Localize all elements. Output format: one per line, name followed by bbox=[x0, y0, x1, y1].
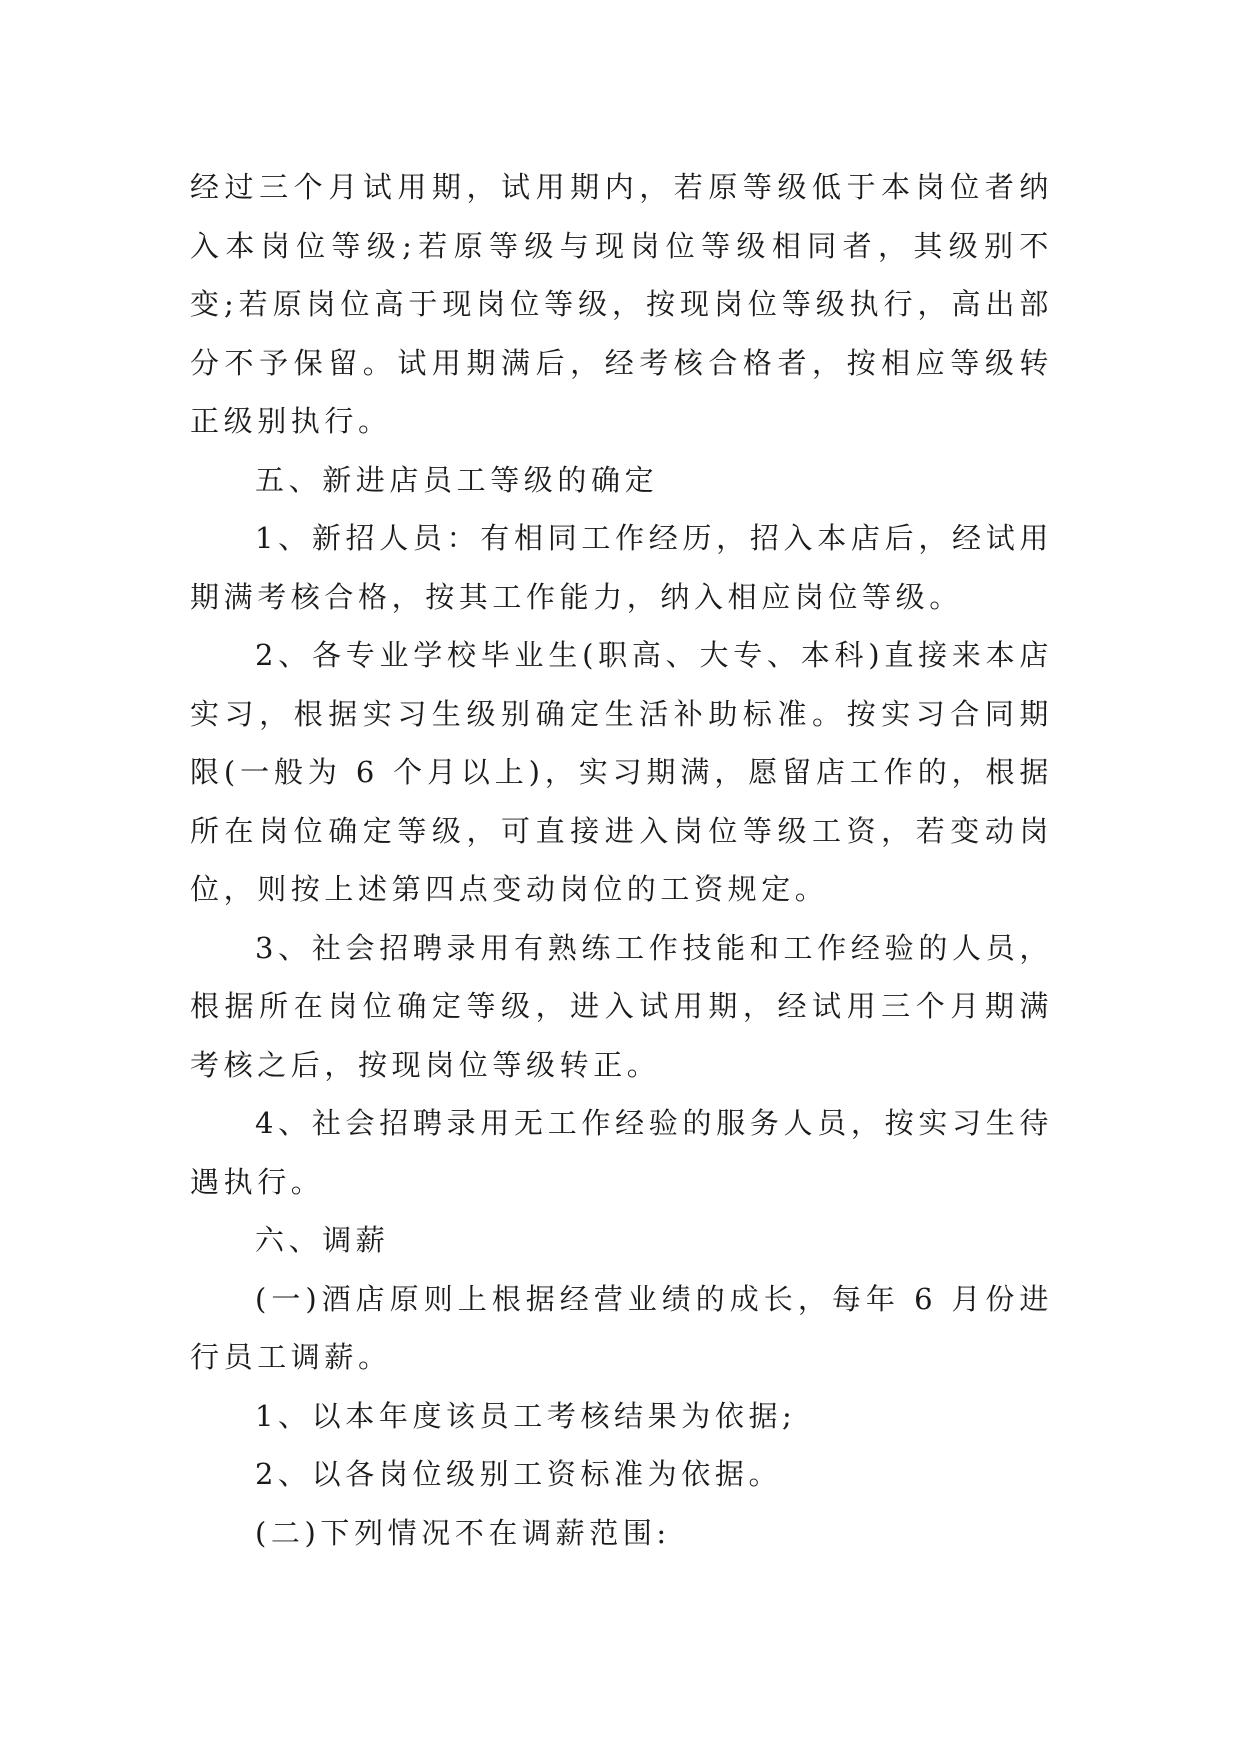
paragraph-basis-1: 1、以本年度该员工考核结果为依据; bbox=[255, 1398, 797, 1433]
section-heading-six: 六、调薪 bbox=[255, 1223, 390, 1257]
paragraph-item-3: 3、社会招聘录用有熟练工作技能和工作经验的人员，根据所在岗位确定等级，进入试用期，经试用三个月期满考核之后，按现岗位等级转正。 bbox=[190, 930, 1053, 1082]
paragraph-item-4: 4、社会招聘录用无工作经验的服务人员，按实习生待遇执行。 bbox=[190, 1106, 1053, 1199]
document-body bbox=[190, 158, 1053, 1562]
paragraph-subsection-1: (一)酒店原则上根据经营业绩的成长，每年 6 月份进行员工调薪。 bbox=[190, 1281, 1053, 1374]
paragraph-item-1: 1、新招人员：有相同工作经历，招入本店后，经试用期满考核合格，按其工作能力，纳入相应岗位等级。 bbox=[190, 521, 1053, 614]
section-heading-five: 五、新进店员工等级的确定 bbox=[255, 462, 659, 497]
paragraph-continuation: 经过三个月试用期，试用期内，若原等级低于本岗位者纳入本岗位等级;若原等级与现岗位等级相同者，其级别不变;若原岗位高于现岗位等级，按现岗位等级执行，高出部分不予保留。试用期满后，经考核合格者，按相应等级转正级别执行。 bbox=[190, 170, 1053, 438]
paragraph-basis-2: 2、以各岗位级别工资标准为依据。 bbox=[255, 1457, 783, 1491]
paragraph-subsection-2: (二)下列情况不在调薪范围: bbox=[255, 1515, 671, 1550]
paragraph-item-2: 2、各专业学校毕业生(职高、大专、本科)直接来本店实习，根据实习生级别确定生活补助标准。按实习合同期限(一般为 6 个月以上)，实习期满，愿留店工作的，根据所在岗位确定等级，可直接进入岗位等级工资，若变动岗位，则按上述第四点变动岗位的工资规定。 bbox=[190, 638, 1053, 906]
